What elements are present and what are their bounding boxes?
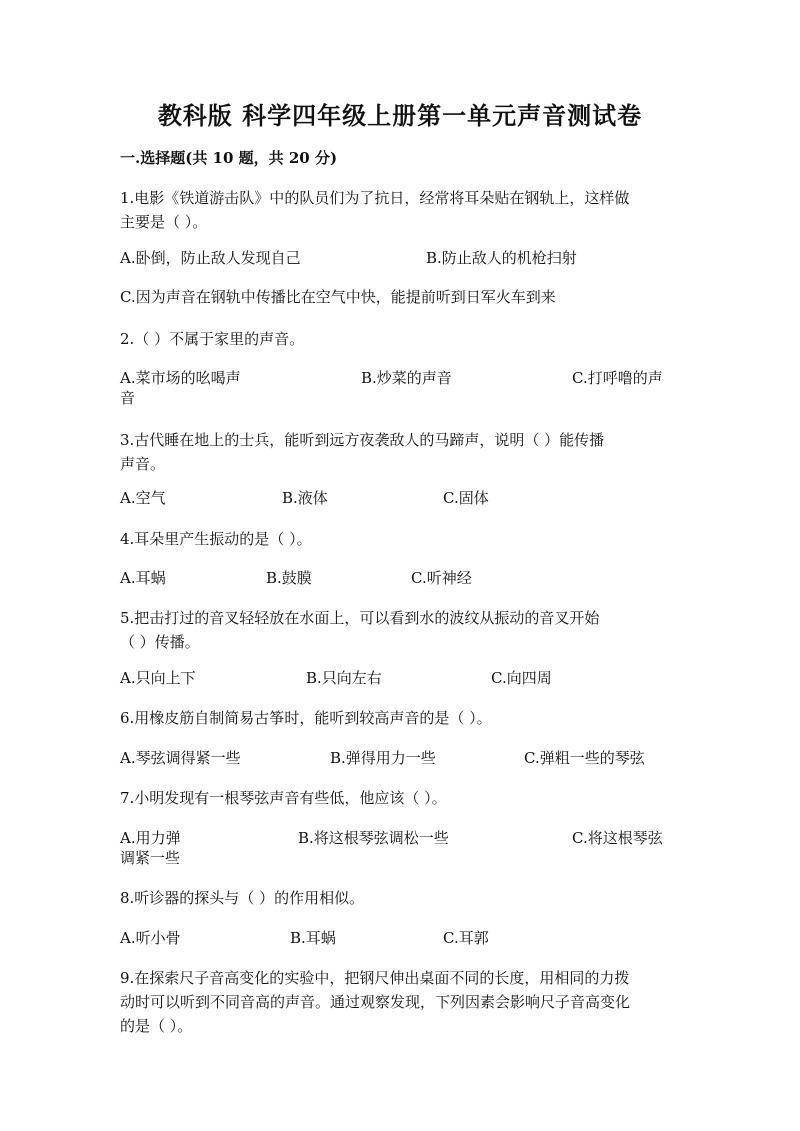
question-6-option-c: C.弹粗一些的琴弦: [524, 749, 645, 767]
question-4-option-b: B.鼓膜: [266, 569, 312, 587]
section-heading: 一.选择题(共 10 题，共 20 分): [120, 149, 338, 167]
question-6-option-a: A.琴弦调得紧一些: [120, 749, 241, 767]
question-7-option-b: B.将这根琴弦调松一些: [298, 829, 449, 847]
question-5-stem: 5.把击打过的音叉轻轻放在水面上，可以看到水的波纹从振动的音叉开始 （ ）传播。: [120, 609, 600, 651]
question-2-stem: 2.（ ）不属于家里的声音。: [120, 330, 305, 348]
question-4-option-c: C.听神经: [411, 569, 472, 587]
question-6-stem: 6.用橡皮筋自制简易古筝时，能听到较高声音的是（ ）。: [120, 709, 492, 727]
question-5-option-a: A.只向上下: [120, 669, 196, 687]
question-8-option-c: C.耳郭: [443, 929, 489, 947]
question-1-stem: 1.电影《铁道游击队》中的队员们为了抗日，经常将耳朵贴在钢轨上，这样做 主要是（ ）。: [120, 189, 630, 231]
question-8-option-b: B.耳蜗: [290, 929, 336, 947]
question-7-option-c-wrap: 调紧一些: [120, 849, 181, 867]
question-2-option-a: A.菜市场的吆喝声: [120, 369, 241, 387]
question-1-option-c: C.因为声音在钢轨中传播比在空气中快，能提前听到日军火车到来: [120, 288, 556, 306]
question-4-option-a: A.耳蜗: [120, 569, 166, 587]
question-9-stem: 9.在探索尺子音高变化的实验中，把钢尺伸出桌面不同的长度，用相同的力拨 动时可以听到不同音高的声音。通过观察发现，下列因素会影响尺子音高变化 的是（ ）。: [120, 969, 631, 1035]
question-2-option-b: B.炒菜的声音: [361, 369, 452, 387]
question-3-option-c: C.固体: [443, 489, 489, 507]
question-2-option-c-wrap: 音: [120, 389, 136, 407]
question-1-option-a: A.卧倒，防止敌人发现自己: [120, 249, 301, 267]
question-3-option-a: A.空气: [120, 489, 166, 507]
question-4-stem: 4.耳朵里产生振动的是（ ）。: [120, 530, 312, 548]
document-title: 教科版 科学四年级上册第一单元声音测试卷: [157, 101, 643, 130]
question-8-option-a: A.听小骨: [120, 929, 181, 947]
question-3-stem: 3.古代睡在地上的士兵，能听到远方夜袭敌人的马蹄声，说明（ ）能传播 声音。: [120, 431, 605, 473]
question-8-stem: 8.听诊器的探头与（ ）的作用相似。: [120, 889, 365, 907]
question-5-option-b: B.只向左右: [306, 669, 382, 687]
question-6-option-b: B.弹得用力一些: [330, 749, 436, 767]
question-5-option-c: C.向四周: [491, 669, 552, 687]
question-7-option-c: C.将这根琴弦: [572, 829, 663, 847]
question-2-option-c: C.打呼噜的声: [572, 369, 663, 387]
question-7-option-a: A.用力弹: [120, 829, 181, 847]
question-7-stem: 7.小明发现有一根琴弦声音有些低，他应该（ ）。: [120, 789, 447, 807]
question-1-option-b: B.防止敌人的机枪扫射: [426, 249, 577, 267]
question-3-option-b: B.液体: [282, 489, 328, 507]
